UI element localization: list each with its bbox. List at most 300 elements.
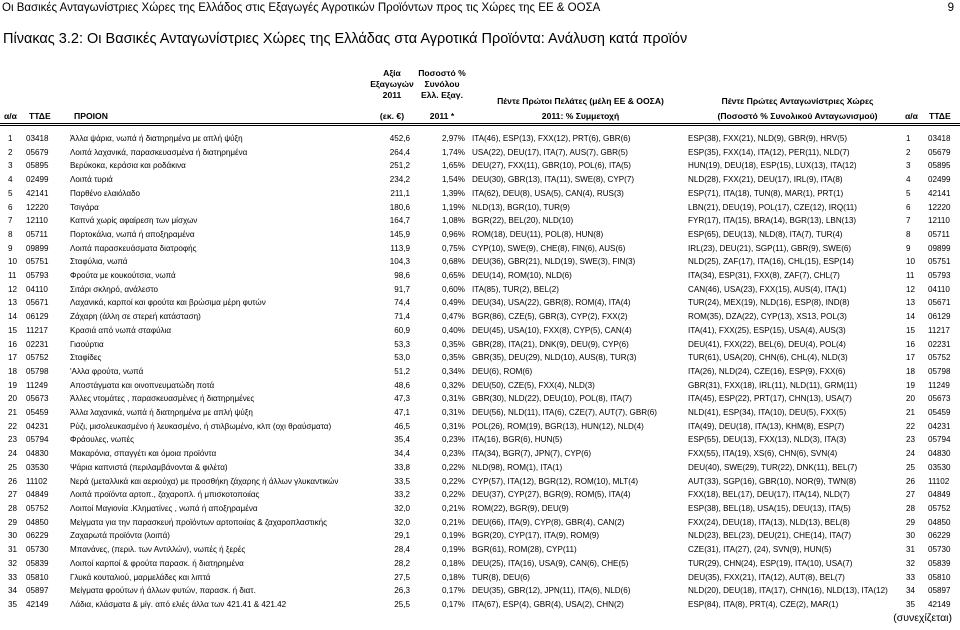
row-export-share: 0,17%: [442, 599, 465, 609]
row-product-name: Ψάρια καπνιστά (περιλαμβάνονται & φιλέτα): [70, 462, 228, 472]
row-export-value: 28,2: [394, 558, 410, 568]
row-export-share: 1,74%: [442, 147, 465, 157]
row-export-value: 104,3: [389, 257, 410, 267]
row-top-competitors: TUR(61), USA(20), CHN(6), CHL(4), NLD(3): [688, 353, 848, 363]
row-export-value: 452,6: [389, 134, 410, 143]
table-row: [0, 420, 960, 434]
table-row: [0, 447, 960, 461]
row-tde-code: 11102: [26, 476, 48, 486]
header-tde: ΤΤΔΕ: [29, 111, 51, 121]
table-row: [0, 584, 960, 598]
row-index-right: 21: [906, 408, 916, 418]
row-product-name: Λοιποί Μαγιονία .Κληματίνες , νωπά ή αποξηραμένα: [70, 503, 258, 513]
row-tde-code: 11249: [26, 380, 48, 390]
row-index-right: 24: [906, 449, 916, 459]
row-tde-code: 04231: [26, 421, 49, 431]
row-index-right: 25: [906, 462, 916, 472]
row-export-share: 0,32%: [442, 380, 465, 390]
row-index-right: 34: [906, 586, 916, 596]
row-index: 1: [8, 134, 13, 143]
row-top-competitors: NLD(41), ESP(34), ITA(10), DEU(5), FXX(5): [688, 408, 847, 418]
header-product: ΠΡΟΙΟΝ: [74, 111, 108, 121]
row-top-competitors: TUR(29), CHN(24), ESP(19), ITA(10), USA(7): [688, 558, 853, 568]
row-top-competitors: ITA(49), DEU(18), ITA(13), KHM(8), ESP(7): [688, 421, 845, 431]
row-top-competitors: ESP(65), DEU(13), NLD(8), ITA(7), TUR(4): [688, 229, 843, 239]
row-index: 10: [8, 257, 18, 267]
row-index: 23: [8, 435, 18, 445]
row-top-clients: ITA(67), ESP(4), GBR(4), USA(2), CHN(2): [472, 599, 624, 609]
row-top-competitors: HUN(19), DEU(18), ESP(15), LUX(13), ITA(12): [688, 161, 857, 171]
table-row: [0, 324, 960, 338]
row-tde-code-right: 04849: [928, 490, 951, 500]
row-index-right: 5: [906, 188, 911, 198]
row-tde-code: 06229: [26, 531, 49, 541]
row-top-competitors: FXX(55), ITA(19), XS(6), CHN(6), SVN(4): [688, 449, 838, 459]
row-product-name: Λάδια, κλάσματα & μίγ. από ελιές άλλα των 421.41 & 421.42: [70, 599, 287, 609]
row-export-value: 28,4: [394, 545, 410, 555]
row-export-value: 74,4: [394, 298, 410, 308]
continued-note: (συνεχίζεται): [893, 612, 952, 624]
row-product-name: Σταφύλια, νωπά: [70, 257, 128, 267]
row-top-clients: ITA(16), BGR(6), HUN(5): [472, 435, 563, 445]
row-tde-code-right: 03418: [928, 134, 951, 143]
row-export-share: 0,75%: [442, 243, 465, 253]
row-index-right: 27: [906, 490, 916, 500]
row-top-clients: GBR(30), NLD(22), DEU(10), POL(8), ITA(7): [472, 394, 632, 404]
table-row: [0, 132, 960, 146]
row-tde-code: 03418: [26, 134, 49, 143]
row-export-share: 1,19%: [442, 202, 465, 212]
row-export-value: 47,1: [394, 408, 410, 418]
row-index-right: 15: [906, 325, 916, 335]
row-index-right: 32: [906, 558, 916, 568]
row-export-value: 25,5: [394, 599, 410, 609]
table-row: [0, 146, 960, 160]
table-row: [0, 283, 960, 297]
row-top-clients: CYP(57), ITA(12), BGR(12), ROM(10), MLT(4): [472, 476, 639, 486]
row-export-value: 51,2: [394, 366, 410, 376]
row-tde-code-right: 05730: [928, 545, 951, 555]
row-export-value: 48,6: [394, 380, 410, 390]
row-top-competitors: ITA(26), NLD(24), CZE(16), ESP(9), FXX(6): [688, 366, 846, 376]
row-top-clients: DEU(37), CYP(27), BGR(9), ROM(5), ITA(4): [472, 490, 631, 500]
row-tde-code-right: 05751: [928, 257, 951, 267]
row-tde-code: 12110: [26, 216, 48, 226]
row-tde-code: 03530: [26, 462, 49, 472]
row-product-name: Λοιπά προϊόντα αρτοπ., ζαχαροπλ. ή μπισκοτοποιίας: [70, 490, 260, 500]
row-export-share: 2,97%: [442, 134, 465, 143]
row-product-name: Καπνά χωρίς αφαίρεση των μίσχων: [70, 216, 198, 226]
row-product-name: Τσιγάρα: [70, 202, 99, 212]
table-row: [0, 488, 960, 502]
row-tde-code-right: 04110: [928, 284, 950, 294]
row-tde-code-right: 05673: [928, 394, 951, 404]
row-index: 35: [8, 599, 18, 609]
document-title: Οι Βασικές Ανταγωνίστριες Χώρες της Ελλάδος στις Εξαγωγές Αγροτικών Προϊόντων προς τις Χώρες της ΕΕ & ΟΟΣΑ: [2, 2, 601, 14]
row-export-value: 35,4: [394, 435, 410, 445]
table-row: [0, 214, 960, 228]
row-product-name: Άλλα λαχανικά, νωπά ή διατηρημένα με απλή ψύξη: [70, 408, 253, 418]
row-product-name: Πορτοκάλια, νωπά ή αποξηραμένα: [70, 229, 195, 239]
header-tde-right: ΤΤΔΕ: [929, 111, 951, 121]
row-export-value: 71,4: [394, 312, 410, 322]
row-export-share: 0,47%: [442, 312, 465, 322]
row-index: 8: [8, 229, 13, 239]
row-tde-code: 04830: [26, 449, 49, 459]
row-index-right: 8: [906, 229, 911, 239]
header-share-4: 2011 *: [429, 111, 455, 121]
table-column-headers: [0, 68, 960, 122]
row-export-share: 0,17%: [442, 586, 465, 596]
table-row: [0, 529, 960, 543]
row-tde-code: 05751: [26, 257, 49, 267]
table-row: [0, 365, 960, 379]
row-index-right: 7: [906, 216, 911, 226]
row-top-clients: ROM(22), BGR(9), DEU(9): [472, 503, 569, 513]
row-export-value: 32,0: [394, 503, 410, 513]
row-tde-code-right: 05798: [928, 366, 951, 376]
row-top-clients: ROM(18), DEU(11), POL(8), HUN(8): [472, 229, 604, 239]
row-index: 16: [8, 339, 18, 349]
row-export-value: 34,4: [394, 449, 410, 459]
row-export-value: 180,6: [389, 202, 410, 212]
row-export-share: 0,23%: [442, 449, 465, 459]
row-export-share: 1,54%: [442, 175, 465, 185]
row-index-right: 13: [906, 298, 916, 308]
row-product-name: Νερά (μεταλλικά και αεριούχα) με προσθήκη ζάχαρης ή άλλων γλυκαντικών: [70, 476, 339, 486]
row-index: 21: [8, 408, 18, 418]
row-tde-code-right: 06229: [928, 531, 951, 541]
header-aa: α/α: [4, 111, 17, 121]
row-top-competitors: IRL(23), DEU(21), SGP(11), GBR(9), SWE(6): [688, 243, 852, 253]
row-tde-code: 05671: [26, 298, 49, 308]
header-value-3: 2011: [382, 90, 402, 100]
row-product-name: Λοιπά λαχανικά, παρασκευασμένα ή διατηρημένα: [70, 147, 248, 157]
table-row: [0, 461, 960, 475]
row-top-clients: DEU(25), ITA(16), USA(9), CAN(6), CHE(5): [472, 558, 629, 568]
row-product-name: Λοιποί καρποί & φρούτα παρασκ. ή διατηρημένα: [70, 558, 244, 568]
row-top-clients: DEU(30), GBR(13), ITA(11), SWE(8), CYP(7): [472, 175, 635, 185]
row-index: 26: [8, 476, 18, 486]
row-top-competitors: LBN(21), DEU(19), POL(17), CZE(12), IRQ(11): [688, 202, 857, 212]
row-tde-code-right: 05752: [928, 503, 951, 513]
row-index-right: 22: [906, 421, 916, 431]
row-index: 4: [8, 175, 13, 185]
row-export-value: 91,7: [394, 284, 410, 294]
row-export-value: 145,9: [389, 229, 410, 239]
row-index: 33: [8, 572, 18, 582]
row-export-share: 0,68%: [442, 257, 465, 267]
header-value-2: Εξαγωγών: [370, 79, 414, 89]
row-tde-code: 04110: [26, 284, 48, 294]
row-top-competitors: ITA(45), ESP(22), PRT(17), CHN(13), USA(7): [688, 394, 852, 404]
row-index-right: 10: [906, 257, 916, 267]
table-row: [0, 187, 960, 201]
row-tde-code-right: 05711: [928, 229, 950, 239]
row-index: 15: [8, 325, 18, 335]
row-index-right: 4: [906, 175, 911, 185]
row-export-share: 0,35%: [442, 339, 465, 349]
row-index-right: 23: [906, 435, 916, 445]
row-index-right: 20: [906, 394, 916, 404]
row-export-share: 0,65%: [442, 271, 465, 281]
header-rule: [0, 123, 960, 124]
row-tde-code: 05752: [26, 353, 49, 363]
row-export-share: 0,21%: [442, 503, 465, 513]
row-tde-code-right: 04850: [928, 517, 951, 527]
row-index-right: 6: [906, 202, 911, 212]
row-top-competitors: DEU(40), SWE(29), TUR(22), DNK(11), BEL(7): [688, 462, 858, 472]
row-top-competitors: NLD(20), DEU(18), ITA(17), CHN(16), NLD(13), ITA(12): [688, 586, 888, 596]
row-index: 27: [8, 490, 18, 500]
row-tde-code-right: 05897: [928, 586, 951, 596]
row-product-name: Γλυκά κουταλιού, μαρμελάδες και λιπτά: [70, 572, 211, 582]
row-top-clients: DEU(56), NLD(11), ITA(6), CZE(7), AUT(7), GBR(6): [472, 408, 657, 418]
row-tde-code: 05752: [26, 503, 49, 513]
row-top-clients: ITA(85), TUR(2), BEL(2): [472, 284, 559, 294]
row-tde-code: 05895: [26, 161, 49, 171]
row-product-name: Λοιπά τυριά: [70, 175, 113, 185]
row-tde-code-right: 11249: [928, 380, 950, 390]
page-number: 9: [947, 2, 954, 14]
row-product-name: Ρύζι, μισολευκασμένο ή λευκασμένο, ή στιλβωμένο, κλπ (οχι θραύσματα): [70, 421, 332, 431]
row-top-clients: GBR(35), DEU(29), NLD(10), AUS(8), TUR(3): [472, 353, 637, 363]
row-top-clients: DEU(66), ITA(9), CYP(8), GBR(4), CAN(2): [472, 517, 625, 527]
table-row: [0, 543, 960, 557]
row-export-value: 264,4: [389, 147, 410, 157]
row-top-clients: CYP(10), SWE(9), CHE(8), FIN(6), AUS(6): [472, 243, 626, 253]
row-index: 2: [8, 147, 13, 157]
row-index: 30: [8, 531, 18, 541]
row-index: 14: [8, 312, 18, 322]
table-row: [0, 228, 960, 242]
row-top-clients: DEU(27), FXX(11), GBR(10), POL(6), ITA(5): [472, 161, 631, 171]
row-index-right: 17: [906, 353, 916, 363]
row-index: 17: [8, 353, 18, 363]
row-product-name: Μείγματα φρούτων ή άλλων φυτών, παρασκ. ή διατ.: [70, 586, 256, 596]
row-tde-code-right: 12220: [928, 202, 951, 212]
row-export-value: 46,5: [394, 421, 410, 431]
row-index-right: 2: [906, 147, 911, 157]
table-row: [0, 598, 960, 612]
row-index: 28: [8, 503, 18, 513]
row-tde-code-right: 11217: [928, 325, 950, 335]
row-index: 20: [8, 394, 18, 404]
table-row: [0, 255, 960, 269]
row-product-name: 'Αλλα φρούτα, νωπά: [70, 366, 144, 376]
table-row: [0, 173, 960, 187]
row-product-name: Φράουλες, νωπές: [70, 435, 135, 445]
row-product-name: Μπανάνες, (περιλ. των Αντιλλών), νωπές ή ξερές: [70, 545, 246, 555]
row-index: 5: [8, 188, 13, 198]
row-top-competitors: NLD(23), BEL(23), DEU(21), CHE(14), ITA(7): [688, 531, 852, 541]
row-tde-code: 05711: [26, 229, 48, 239]
row-product-name: Ζαχαρωτά προϊόντα (λοιπά): [70, 531, 170, 541]
row-export-value: 211,1: [390, 188, 410, 198]
row-top-clients: ITA(62), DEU(8), USA(5), CAN(4), RUS(3): [472, 188, 624, 198]
table-row: [0, 242, 960, 256]
row-index-right: 35: [906, 599, 916, 609]
row-index: 25: [8, 462, 18, 472]
row-top-competitors: CAN(46), USA(23), FXX(15), AUS(4), ITA(1): [688, 284, 847, 294]
row-export-value: 33,8: [394, 462, 410, 472]
row-tde-code-right: 05671: [928, 298, 951, 308]
header-aa-right: α/α: [905, 111, 918, 121]
row-export-share: 0,22%: [442, 476, 465, 486]
row-index-right: 9: [906, 243, 911, 253]
row-tde-code: 12220: [26, 202, 49, 212]
row-index: 29: [8, 517, 18, 527]
row-export-value: 53,0: [394, 353, 410, 363]
row-top-clients: TUR(8), DEU(6): [472, 572, 531, 582]
row-index-right: 18: [906, 366, 916, 376]
page-header: [0, 0, 960, 16]
row-index: 32: [8, 558, 18, 568]
row-index: 13: [8, 298, 18, 308]
row-tde-code: 05794: [26, 435, 49, 445]
row-export-share: 0,18%: [442, 558, 465, 568]
row-tde-code: 04850: [26, 517, 49, 527]
row-top-clients: NLD(98), ROM(1), ITA(1): [472, 462, 563, 472]
row-export-share: 0,49%: [442, 298, 465, 308]
table-row: [0, 475, 960, 489]
row-top-competitors: AUT(33), SGP(16), GBR(10), NOR(9), TWN(8): [688, 476, 857, 486]
table-row: [0, 351, 960, 365]
row-export-share: 0,18%: [442, 572, 465, 582]
row-top-competitors: TUR(24), MEX(19), NLD(16), ESP(8), IND(8): [688, 298, 850, 308]
table-row: [0, 433, 960, 447]
row-tde-code-right: 05459: [928, 408, 951, 418]
row-tde-code-right: 02231: [928, 339, 951, 349]
row-top-competitors: ESP(38), BEL(18), USA(15), DEU(13), ITA(5): [688, 503, 851, 513]
row-tde-code-right: 05839: [928, 558, 951, 568]
row-index: 12: [8, 284, 18, 294]
header-share-1: Ποσοστό %: [418, 68, 466, 78]
row-tde-code-right: 05895: [928, 161, 951, 171]
row-tde-code: 02231: [26, 339, 49, 349]
header-competitors-2: (Ποσοστό % Συνολικού Ανταγωνισμού): [717, 111, 878, 121]
row-tde-code: 11217: [26, 325, 48, 335]
table-row: [0, 571, 960, 585]
row-product-name: Άλλες ντομάτες , παρασκευασμένες ή διατηρημένες: [70, 394, 255, 404]
row-export-value: 164,7: [389, 216, 410, 226]
row-index: 22: [8, 421, 18, 431]
row-index-right: 14: [906, 312, 916, 322]
row-tde-code-right: 05810: [928, 572, 951, 582]
row-export-value: 98,6: [394, 271, 410, 281]
row-index: 9: [8, 243, 13, 253]
row-top-competitors: DEU(41), FXX(22), BEL(6), DEU(4), POL(4): [688, 339, 846, 349]
header-value-1: Αξία: [383, 68, 401, 78]
row-export-share: 0,22%: [442, 490, 465, 500]
row-tde-code-right: 09899: [928, 243, 951, 253]
row-top-clients: BGR(20), CYP(17), ITA(9), ROM(9): [472, 531, 600, 541]
table-row: [0, 502, 960, 516]
row-tde-code: 05897: [26, 586, 49, 596]
row-export-value: 33,2: [394, 490, 410, 500]
row-product-name: Αποστάγματα και οινοπνευματώδη ποτά: [70, 380, 215, 390]
header-clients-1: Πέντε Πρώτοι Πελάτες (μέλη ΕΕ & ΟΟΣΑ): [497, 96, 664, 106]
row-export-share: 1,65%: [442, 161, 465, 171]
row-index-right: 31: [906, 545, 916, 555]
table-row: [0, 159, 960, 173]
table-row: [0, 557, 960, 571]
row-product-name: Παρθένο ελαιόλαδο: [70, 188, 141, 198]
row-index: 34: [8, 586, 18, 596]
row-index-right: 28: [906, 503, 916, 513]
row-top-competitors: ESP(35), FXX(14), ITA(12), PER(11), NLD(7): [688, 147, 850, 157]
row-tde-code: 02499: [26, 175, 49, 185]
row-export-share: 0,35%: [442, 353, 465, 363]
row-export-share: 0,21%: [442, 517, 465, 527]
row-tde-code-right: 03530: [928, 462, 951, 472]
row-tde-code: 05839: [26, 558, 49, 568]
row-top-clients: POL(26), ROM(19), BGR(13), HUN(12), NLD(4): [472, 421, 644, 431]
row-export-share: 1,39%: [442, 188, 465, 198]
row-product-name: Άλλα ψάρια, νωπά ή διατηρημένα με απλή ψύξη: [70, 134, 243, 143]
row-index: 18: [8, 366, 18, 376]
row-top-clients: NLD(13), BGR(10), TUR(9): [472, 202, 570, 212]
row-index-right: 29: [906, 517, 916, 527]
row-export-share: 0,19%: [442, 545, 465, 555]
row-export-value: 33,5: [394, 476, 410, 486]
row-top-clients: DEU(6), ROM(6): [472, 366, 533, 376]
header-clients-2: 2011: % Συμμετοχή: [541, 111, 620, 121]
row-tde-code-right: 05793: [928, 271, 951, 281]
row-tde-code: 42141: [26, 188, 49, 198]
row-tde-code-right: 05679: [928, 147, 951, 157]
products-table: [0, 132, 960, 612]
row-top-clients: ITA(34), BGR(7), JPN(7), CYP(6): [472, 449, 592, 459]
row-product-name: Λαχανικά, καρποί και φρούτα και βρώσιμα μέρη φυτών: [70, 298, 266, 308]
row-export-value: 27,5: [394, 572, 410, 582]
row-index-right: 30: [906, 531, 916, 541]
row-tde-code-right: 05752: [928, 353, 951, 363]
row-top-clients: DEU(14), ROM(10), NLD(6): [472, 271, 572, 281]
row-export-share: 0,31%: [442, 421, 465, 431]
header-rule-double: [0, 125, 960, 126]
row-tde-code-right: 05794: [928, 435, 951, 445]
header-value-4: (εκ. €): [379, 111, 405, 121]
row-export-value: 53,3: [394, 339, 410, 349]
row-index: 31: [8, 545, 18, 555]
row-tde-code: 42149: [26, 599, 49, 609]
row-tde-code-right: 11102: [928, 476, 950, 486]
row-product-name: Σιτάρι σκληρό, ανάλεστο: [70, 284, 159, 294]
row-top-competitors: ESP(38), FXX(21), NLD(9), GBR(9), HRV(5): [688, 134, 848, 143]
row-top-competitors: ESP(71), ITA(18), TUN(8), MAR(1), PRT(1): [688, 188, 844, 198]
row-product-name: Μακαρόνια, σπαγγέτι και όμοια προϊόντα: [70, 449, 217, 459]
row-tde-code: 05730: [26, 545, 49, 555]
row-index: 19: [8, 380, 18, 390]
row-export-value: 26,3: [394, 586, 410, 596]
row-index-right: 3: [906, 161, 911, 171]
row-index-right: 26: [906, 476, 916, 486]
row-index-right: 1: [906, 134, 911, 143]
row-export-value: 47,3: [394, 394, 410, 404]
row-index: 11: [8, 271, 17, 281]
row-tde-code-right: 04231: [928, 421, 951, 431]
row-product-name: Κρασιά από νωπά σταφύλια: [70, 325, 172, 335]
table-row: [0, 296, 960, 310]
row-tde-code-right: 06129: [928, 312, 951, 322]
row-export-share: 0,60%: [442, 284, 465, 294]
row-tde-code: 04849: [26, 490, 49, 500]
row-export-share: 0,96%: [442, 229, 465, 239]
row-export-share: 0,40%: [442, 325, 465, 335]
row-export-value: 32,0: [394, 517, 410, 527]
row-product-name: Μείγματα για την παρασκευή προϊόντων αρτοποιίας & ζαχαροπλαστικής: [70, 517, 328, 527]
